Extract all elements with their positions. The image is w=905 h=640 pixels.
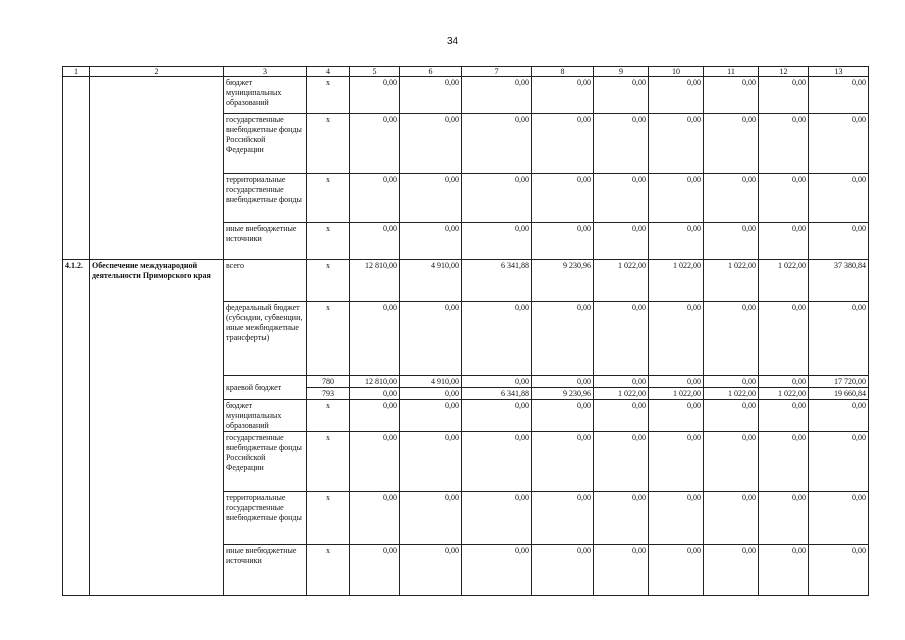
header-cell: 1 (63, 67, 90, 77)
value-cell: 0,00 (532, 174, 594, 223)
source-cell: государственные внебюджетные фонды Российской Федерации (224, 114, 307, 174)
value-cell: 0,00 (532, 114, 594, 174)
value-cell: 0,00 (350, 388, 400, 400)
value-cell: 0,00 (594, 376, 649, 388)
value-cell: 4 910,00 (400, 376, 462, 388)
value-cell: 0,00 (462, 77, 532, 114)
value-cell: 0,00 (462, 114, 532, 174)
value-cell: 0,00 (400, 432, 462, 492)
value-cell: 0,00 (704, 114, 759, 174)
header-row (63, 67, 869, 77)
header-cell: 9 (594, 67, 649, 77)
header-cell: 4 (307, 67, 350, 77)
table-row (63, 260, 869, 302)
col4-cell: x (307, 223, 350, 260)
value-cell: 0,00 (462, 376, 532, 388)
header-cell: 10 (649, 67, 704, 77)
value-cell: 0,00 (759, 223, 809, 260)
value-cell: 0,00 (704, 77, 759, 114)
source-cell: государственные внебюджетные фонды Российской Федерации (224, 432, 307, 492)
value-cell: 0,00 (462, 492, 532, 545)
value-cell: 19 660,84 (809, 388, 869, 400)
value-cell: 0,00 (400, 400, 462, 432)
value-cell: 0,00 (594, 302, 649, 376)
value-cell: 0,00 (532, 432, 594, 492)
value-cell: 0,00 (350, 77, 400, 114)
value-cell: 1 022,00 (649, 388, 704, 400)
value-cell: 12 810,00 (350, 260, 400, 302)
section-name: Обеспечение международной деятельности Приморского края (90, 260, 224, 596)
source-cell: федеральный бюджет (субсидии, субвенции, иные межбюджетные трансферты) (224, 302, 307, 376)
section-code: 4.1.2. (63, 260, 90, 596)
value-cell: 1 022,00 (594, 388, 649, 400)
value-cell: 0,00 (809, 492, 869, 545)
value-cell: 0,00 (809, 432, 869, 492)
value-cell: 0,00 (532, 223, 594, 260)
value-cell: 0,00 (809, 174, 869, 223)
col4-cell: x (307, 77, 350, 114)
value-cell: 0,00 (532, 376, 594, 388)
value-cell: 0,00 (759, 432, 809, 492)
value-cell: 0,00 (350, 302, 400, 376)
value-cell: 0,00 (350, 400, 400, 432)
value-cell: 6 341,88 (462, 260, 532, 302)
header-cell: 7 (462, 67, 532, 77)
col4-cell: 793 (307, 388, 350, 400)
header-cell: 3 (224, 67, 307, 77)
value-cell: 0,00 (759, 114, 809, 174)
value-cell: 0,00 (649, 545, 704, 596)
value-cell: 0,00 (462, 174, 532, 223)
value-cell: 0,00 (462, 432, 532, 492)
value-cell: 6 341,88 (462, 388, 532, 400)
value-cell: 0,00 (594, 223, 649, 260)
value-cell: 0,00 (704, 432, 759, 492)
value-cell: 0,00 (594, 400, 649, 432)
value-cell: 17 720,00 (809, 376, 869, 388)
header-cell: 12 (759, 67, 809, 77)
value-cell: 0,00 (400, 545, 462, 596)
header-cell: 5 (350, 67, 400, 77)
value-cell: 0,00 (350, 492, 400, 545)
value-cell: 0,00 (462, 302, 532, 376)
source-cell: территориальные государственные внебюджетные фонды (224, 492, 307, 545)
value-cell: 1 022,00 (704, 260, 759, 302)
value-cell: 0,00 (594, 174, 649, 223)
col4-cell: x (307, 400, 350, 432)
value-cell: 0,00 (594, 545, 649, 596)
col4-cell: x (307, 545, 350, 596)
source-cell: иные внебюджетные источники (224, 545, 307, 596)
value-cell: 0,00 (759, 545, 809, 596)
value-cell: 4 910,00 (400, 260, 462, 302)
value-cell: 0,00 (649, 174, 704, 223)
value-cell: 0,00 (350, 223, 400, 260)
value-cell: 0,00 (649, 302, 704, 376)
page-number: 34 (446, 36, 459, 47)
value-cell: 1 022,00 (649, 260, 704, 302)
value-cell: 0,00 (400, 492, 462, 545)
header-cell: 13 (809, 67, 869, 77)
value-cell: 0,00 (400, 223, 462, 260)
col4-cell: x (307, 492, 350, 545)
value-cell: 9 230,96 (532, 388, 594, 400)
col4-cell: x (307, 114, 350, 174)
value-cell: 0,00 (594, 114, 649, 174)
value-cell: 0,00 (649, 432, 704, 492)
value-cell: 0,00 (350, 545, 400, 596)
source-cell: территориальные государственные внебюджетные фонды (224, 174, 307, 223)
value-cell: 9 230,96 (532, 260, 594, 302)
code-cell (63, 77, 90, 260)
value-cell: 0,00 (809, 545, 869, 596)
col4-cell: 780 (307, 376, 350, 388)
value-cell: 0,00 (532, 545, 594, 596)
value-cell: 1 022,00 (594, 260, 649, 302)
budget-table (62, 66, 869, 596)
value-cell: 0,00 (532, 302, 594, 376)
col4-cell: x (307, 302, 350, 376)
value-cell: 0,00 (532, 492, 594, 545)
value-cell: 0,00 (809, 223, 869, 260)
value-cell: 0,00 (759, 492, 809, 545)
value-cell: 1 022,00 (759, 260, 809, 302)
value-cell: 0,00 (350, 114, 400, 174)
value-cell: 0,00 (704, 223, 759, 260)
value-cell: 0,00 (350, 174, 400, 223)
value-cell: 0,00 (809, 400, 869, 432)
header-cell: 2 (90, 67, 224, 77)
value-cell: 0,00 (400, 388, 462, 400)
value-cell: 0,00 (649, 114, 704, 174)
value-cell: 0,00 (350, 432, 400, 492)
value-cell: 0,00 (400, 174, 462, 223)
value-cell: 0,00 (462, 545, 532, 596)
value-cell: 0,00 (532, 400, 594, 432)
value-cell: 0,00 (649, 376, 704, 388)
source-cell: краевой бюджет (224, 376, 307, 400)
source-cell: бюджет муниципальных образований (224, 77, 307, 114)
value-cell: 0,00 (649, 492, 704, 545)
value-cell: 0,00 (532, 77, 594, 114)
value-cell: 0,00 (759, 400, 809, 432)
name-cell (90, 77, 224, 260)
header-cell: 6 (400, 67, 462, 77)
value-cell: 0,00 (649, 223, 704, 260)
value-cell: 1 022,00 (704, 388, 759, 400)
value-cell: 0,00 (704, 400, 759, 432)
value-cell: 0,00 (649, 77, 704, 114)
value-cell: 0,00 (809, 114, 869, 174)
value-cell: 0,00 (400, 302, 462, 376)
source-cell: иные внебюджетные источники (224, 223, 307, 260)
value-cell: 1 022,00 (759, 388, 809, 400)
value-cell: 0,00 (462, 400, 532, 432)
value-cell: 0,00 (759, 77, 809, 114)
value-cell: 0,00 (400, 77, 462, 114)
value-cell: 0,00 (462, 223, 532, 260)
table-row (63, 77, 869, 114)
value-cell: 0,00 (759, 302, 809, 376)
source-cell: бюджет муниципальных образований (224, 400, 307, 432)
value-cell: 0,00 (400, 114, 462, 174)
value-cell: 0,00 (649, 400, 704, 432)
value-cell: 0,00 (759, 174, 809, 223)
value-cell: 0,00 (704, 545, 759, 596)
value-cell: 0,00 (704, 492, 759, 545)
value-cell: 0,00 (594, 492, 649, 545)
value-cell: 0,00 (809, 302, 869, 376)
value-cell: 0,00 (704, 174, 759, 223)
header-cell: 8 (532, 67, 594, 77)
col4-cell: x (307, 174, 350, 223)
value-cell: 0,00 (704, 302, 759, 376)
value-cell: 0,00 (594, 432, 649, 492)
header-cell: 11 (704, 67, 759, 77)
value-cell: 0,00 (594, 77, 649, 114)
col4-cell: x (307, 432, 350, 492)
value-cell: 0,00 (759, 376, 809, 388)
col4-cell: x (307, 260, 350, 302)
source-cell: всего (224, 260, 307, 302)
value-cell: 0,00 (809, 77, 869, 114)
value-cell: 37 380,84 (809, 260, 869, 302)
value-cell: 12 810,00 (350, 376, 400, 388)
value-cell: 0,00 (704, 376, 759, 388)
